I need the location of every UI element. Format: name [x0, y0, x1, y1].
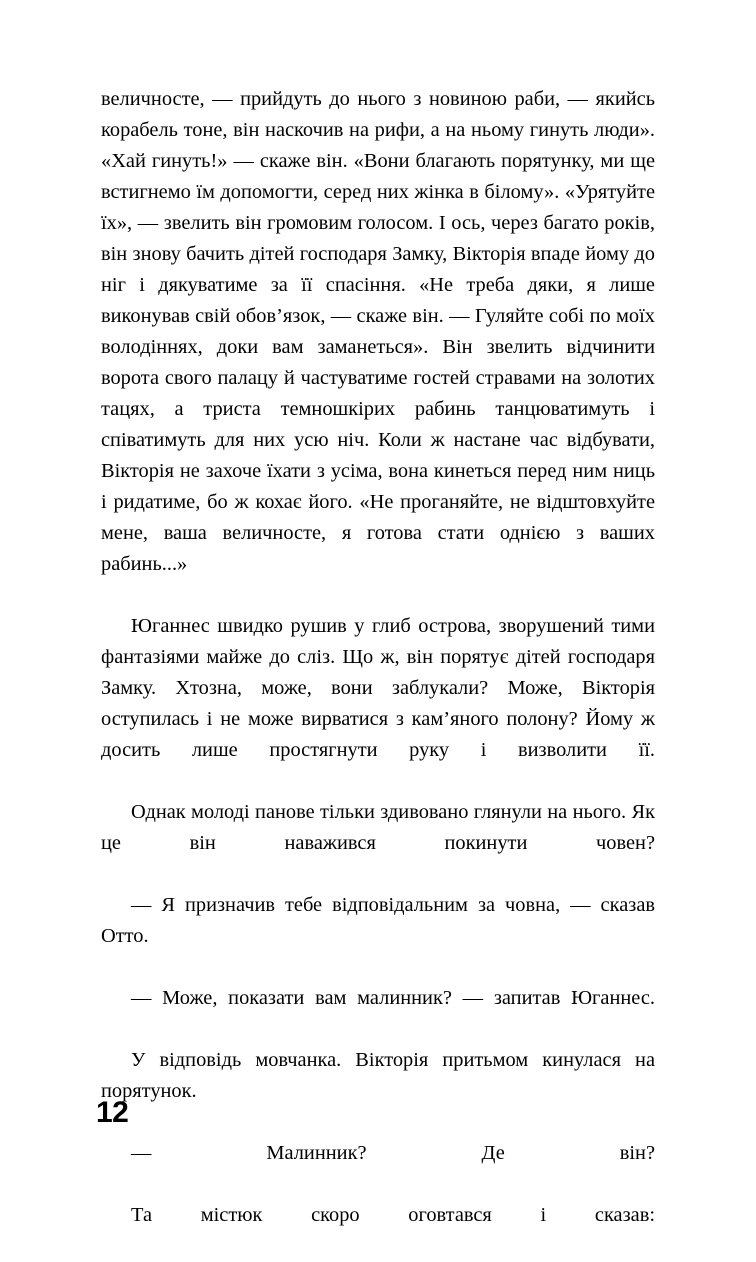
dialogue-paragraph: — Малинник? Де він? — [131, 1142, 655, 1164]
paragraph: Та містюк скоро оговтався і сказав: — [131, 1204, 655, 1226]
page-text-block — [101, 84, 655, 1262]
paragraph: Юганнес швидко рушив у глиб острова, зворушений тими фантазіями майже до сліз. Що ж, він порятує дітей господаря Замку. Хтозна, може, вони заблукали? Може, Вікторія оступилась і не може вирватися з кам’яного полону? Йому ж досить лише простягнути руку і визволити її. — [101, 615, 655, 761]
page-number: 12 — [96, 1096, 129, 1129]
dialogue-paragraph: — Може, показати вам малинник? — запитав Юганнес. — [131, 987, 655, 1009]
dialogue-paragraph: — Я призначив тебе відповідальним за човна, — сказав Отто. — [101, 894, 655, 947]
paragraph: Однак молоді панове тільки здивовано глянули на нього. Як це він наважився покинути човен? — [101, 801, 655, 854]
paragraph: величносте, — прийдуть до нього з новиною раби, — якийсь корабель тоне, він наскочив на рифи, а на ньому гинуть люди». «Хай гинуть!» — скаже він. «Вони благають порятунку, ми ще встигнемо їм допомогти, серед них жінка в білому». «Урятуйте їх», — звелить він громовим голосом. І ось, через багато років, він знову бачить дітей господаря Замку, Вікторія впаде йому до ніг і дякуватиме за її спасіння. «Не треба дяки, я лише виконував свій обов’язок, — скаже він. — Гуляйте собі по моїх володіннях, доки вам заманеться». Він звелить відчинити ворота свого палацу й частуватиме гостей стравами на золотих тацях, а триста темношкірих рабинь танцюватимуть і співатимуть для них усю ніч. Коли ж настане час відбувати, Вікторія не захоче їхати з усіма, вона кинеться перед ним ниць і ридатиме, бо ж кохає його. «Не проганяйте, не відштовхуйте мене, ваша величносте, я готова стати однією з ваших рабинь...» — [101, 88, 655, 575]
paragraph: У відповідь мовчанка. Вікторія притьмом кинулася на порятунок. — [101, 1049, 655, 1102]
